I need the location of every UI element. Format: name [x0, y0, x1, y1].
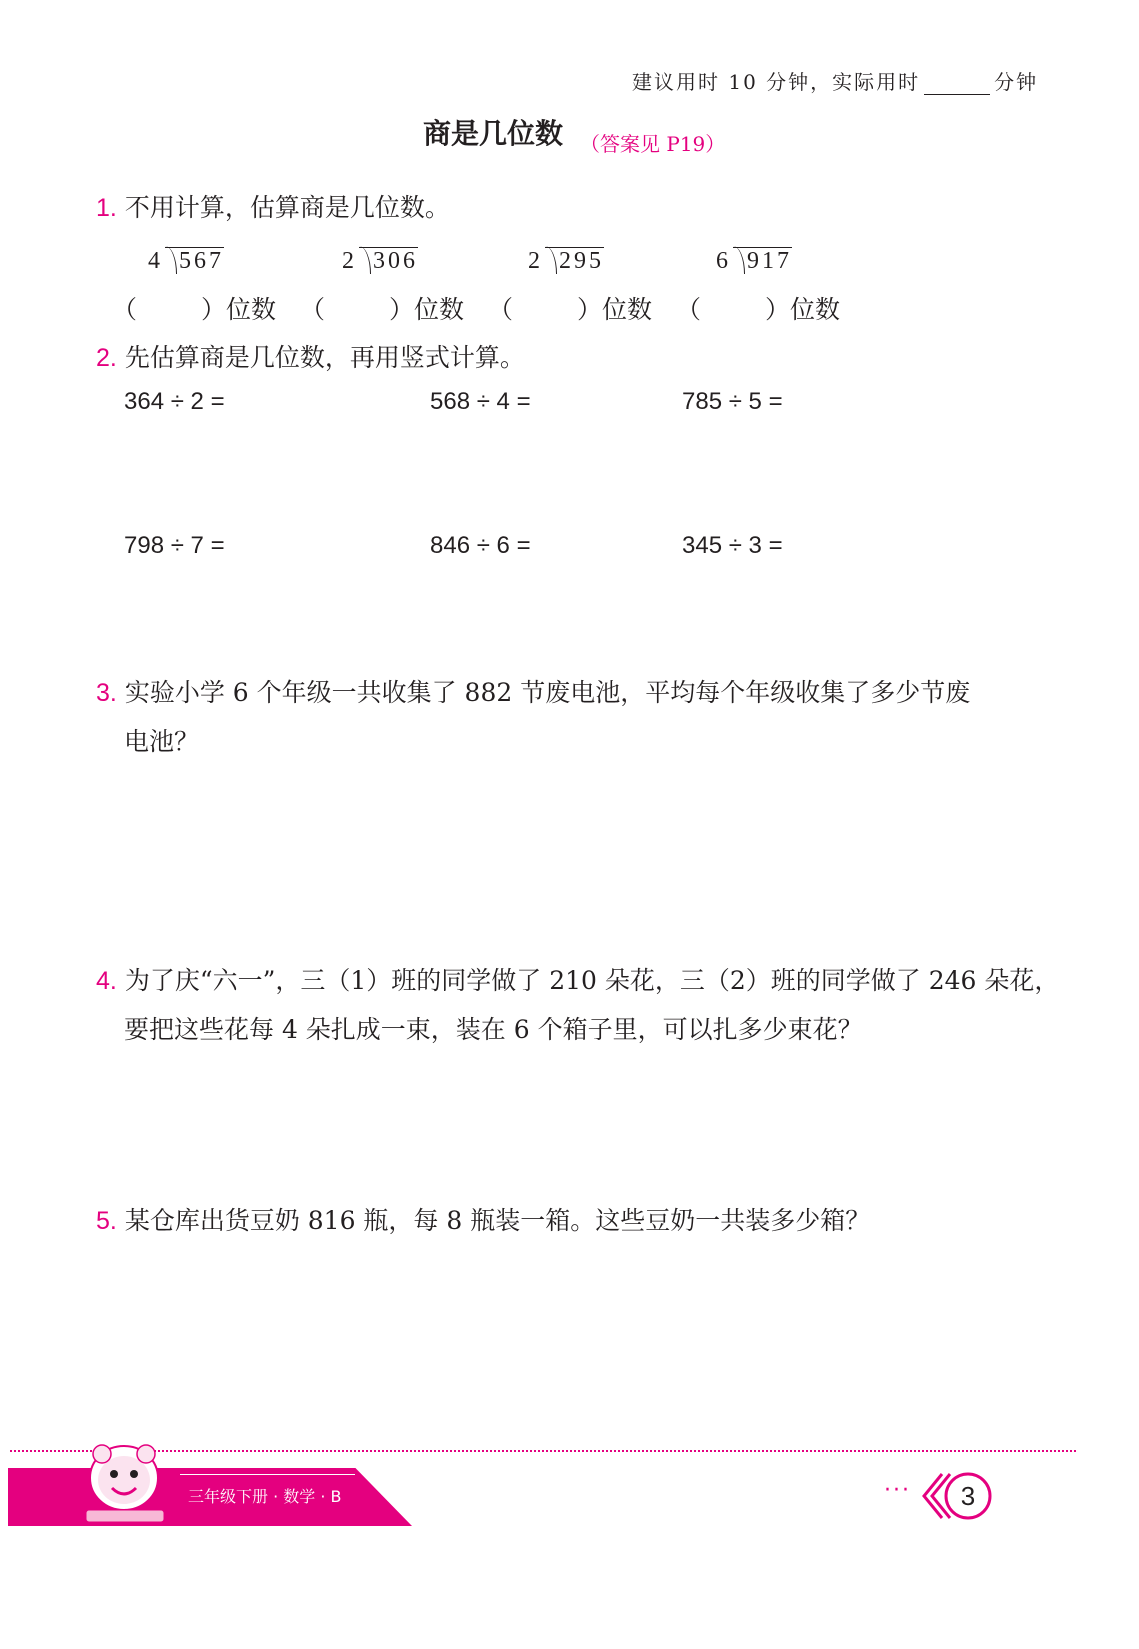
long-division-3	[528, 247, 604, 275]
mascot-icon	[84, 1438, 166, 1526]
question-5-text: 某仓库出货豆奶 816 瓶，每 8 瓶装一箱。这些豆奶一共装多少箱？	[124, 1206, 871, 1235]
answer-blank-3[interactable]: （ ）位数	[488, 295, 653, 324]
expression: 345 ÷ 3 =	[682, 532, 783, 559]
question-4-line-1: 为了庆“六一”，三（1）班的同学做了 210 朵花，三（2）班的同学做了 246 朵花，	[124, 966, 1060, 995]
time-suffix: 分钟	[994, 70, 1039, 94]
footer-band-line	[180, 1474, 355, 1475]
time-blank[interactable]	[924, 76, 990, 95]
question-3	[96, 673, 970, 709]
divisor: 6	[716, 248, 731, 274]
question-2-text: 先估算商是几位数，再用竖式计算。	[124, 343, 525, 372]
question-1-text: 不用计算，估算商是几位数。	[124, 193, 450, 222]
question-3-line-2: 电池？	[124, 727, 200, 756]
time-prefix: 建议用时 10 分钟，实际用时	[632, 70, 921, 94]
question-4-number: 4.	[96, 967, 117, 995]
expression: 568 ÷ 4 =	[430, 388, 531, 415]
question-4	[96, 961, 1059, 997]
question-4-line-2: 要把这些花每 4 朵扎成一束，装在 6 个箱子里，可以扎多少束花？	[124, 1015, 863, 1044]
dividend: 917	[733, 247, 792, 274]
answer-blank-4[interactable]: （ ）位数	[676, 295, 841, 324]
expression: 846 ÷ 6 =	[430, 532, 531, 559]
divisor: 2	[342, 248, 357, 274]
question-1-number: 1.	[96, 194, 117, 222]
question-3-number: 3.	[96, 679, 117, 707]
divisor: 4	[148, 248, 163, 274]
divisor: 2	[528, 248, 543, 274]
dividend: 295	[545, 247, 604, 274]
book-label: 三年级下册 · 数学 · B	[188, 1487, 342, 1506]
question-2	[96, 338, 525, 374]
expression: 364 ÷ 2 =	[124, 388, 225, 415]
question-3-line-1: 实验小学 6 个年级一共收集了 882 节废电池，平均每个年级收集了多少节废	[124, 678, 971, 707]
footer-divider	[10, 1450, 1076, 1452]
long-division-1	[148, 247, 224, 275]
answer-blank-1[interactable]: （ ）位数	[112, 295, 277, 324]
long-division-4	[716, 247, 792, 275]
mascot-logo	[84, 1438, 166, 1526]
page-title: 商是几位数	[423, 117, 564, 150]
dividend: 567	[165, 247, 224, 274]
page-dots: ···	[884, 1478, 911, 1503]
question-5-number: 5.	[96, 1207, 117, 1235]
expression: 798 ÷ 7 =	[124, 532, 225, 559]
question-2-number: 2.	[96, 344, 117, 372]
time-note	[632, 66, 1038, 95]
question-5	[96, 1201, 870, 1237]
long-division-2	[342, 247, 418, 275]
question-1	[96, 188, 450, 224]
page-number: 3	[960, 1481, 976, 1511]
answer-reference: （答案见 P19）	[580, 132, 726, 156]
expression: 785 ÷ 5 =	[682, 388, 783, 415]
dividend: 306	[359, 247, 418, 274]
answer-blank-2[interactable]: （ ）位数	[300, 295, 465, 324]
